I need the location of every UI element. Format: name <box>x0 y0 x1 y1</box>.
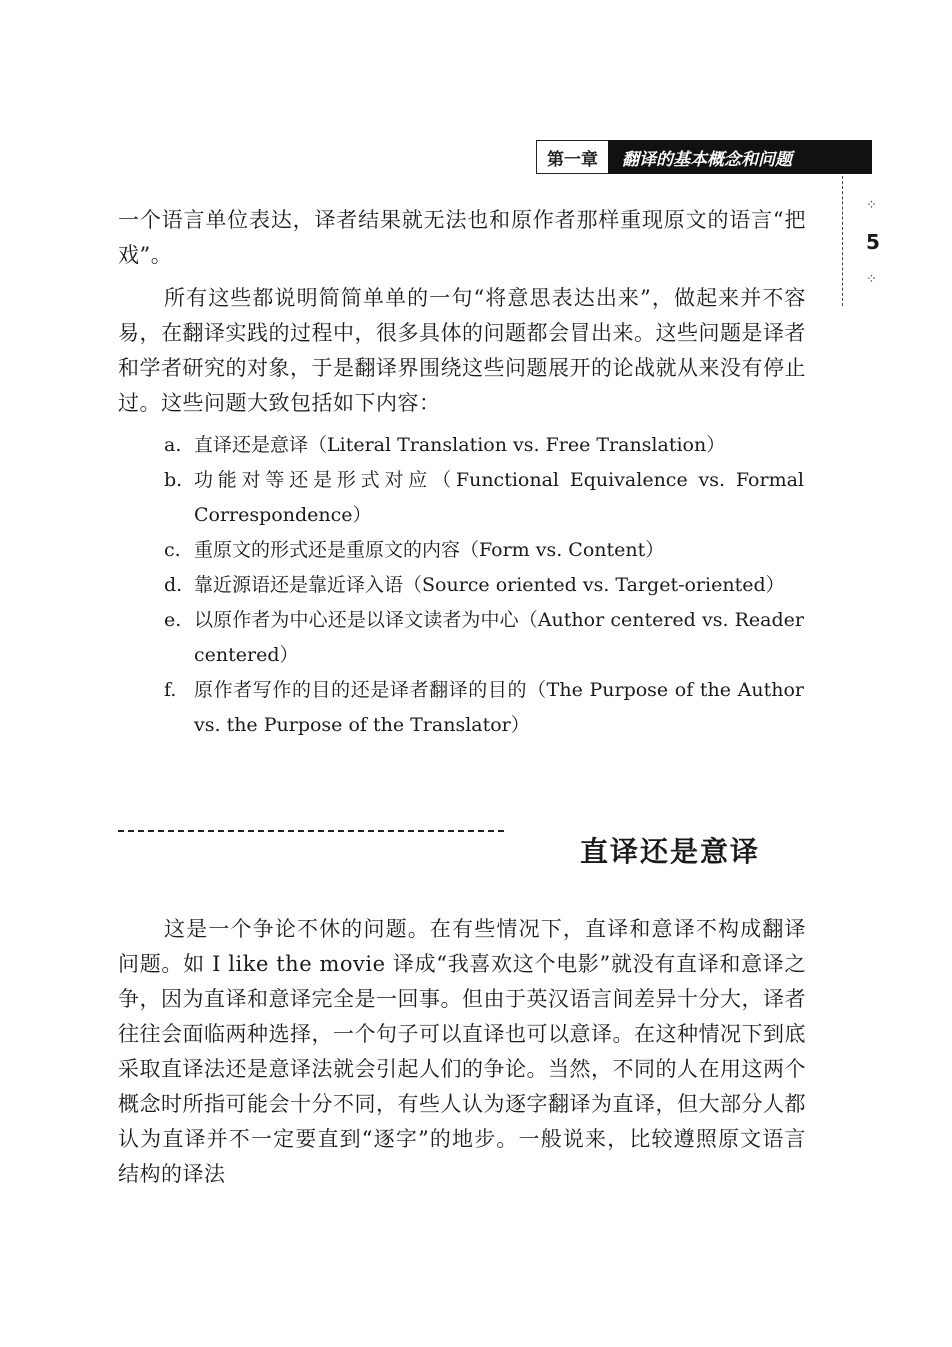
list-item <box>164 428 804 463</box>
list-label: f. <box>164 679 177 701</box>
list-text: 直译还是意译（Literal Translation vs. Free Translation） <box>194 434 726 456</box>
intro-text <box>118 203 806 421</box>
ornament-icon: ⁘ <box>866 198 877 213</box>
list-item <box>164 533 804 568</box>
list-text: 功能对等还是形式对应（Functional Equivalence vs. Formal Correspondence） <box>194 469 804 526</box>
list-text: 重原文的形式还是重原文的内容（Form vs. Content） <box>194 539 665 561</box>
section-title: 直译还是意译 <box>580 835 761 868</box>
page-margin-marker <box>842 176 892 311</box>
list-label: b. <box>164 469 183 491</box>
running-header <box>536 140 872 174</box>
margin-divider <box>842 176 843 306</box>
issue-list <box>164 428 804 743</box>
ornament-icon: ⁘ <box>866 272 877 287</box>
paragraph: 这是一个争论不休的问题。在有些情况下，直译和意译不构成翻译问题。如 I like the movie 译成“我喜欢这个电影”就没有直译和意译之争，因为直译和意译完全是一回事。但由于英汉语言间差异十分大，译者往往会面临两种选择，一个句子可以直译也可以意译。在这种情况下到底采取直译法还是意译法就会引起人们的争论。当然，不同的人在用这两个概念时所指可能会十分不同，有些人认为逐字翻译为直译，但大部分人都认为直译并不一定要直到“逐字”的地步。一般说来，比较遵照原文语言结构的译法 <box>118 917 806 1186</box>
list-label: a. <box>164 434 182 456</box>
list-text: 原作者写作的目的还是译者翻译的目的（The Purpose of the Author vs. the Purpose of the Translator） <box>194 679 804 736</box>
section-rule <box>118 830 504 832</box>
list-text: 靠近源语还是靠近译入语（Source oriented vs. Target-oriented） <box>194 574 785 596</box>
list-item <box>164 463 804 533</box>
paragraph: 所有这些都说明简简单单的一句“将意思表达出来”，做起来并不容易，在翻译实践的过程中，很多具体的问题都会冒出来。这些问题是译者和学者研究的对象，于是翻译界围绕这些问题展开的论战就从来没有停止过。这些问题大致包括如下内容： <box>118 286 806 415</box>
chapter-title: 翻译的基本概念和问题 <box>608 140 872 174</box>
list-label: c. <box>164 539 181 561</box>
list-label: d. <box>164 574 183 596</box>
paragraph: 一个语言单位表达，译者结果就无法也和原作者那样重现原文的语言“把戏”。 <box>118 208 806 267</box>
list-item <box>164 568 804 603</box>
page-number: 5 <box>866 230 880 254</box>
list-item <box>164 603 804 673</box>
section-text <box>118 912 806 1192</box>
list-text: 以原作者为中心还是以译文读者为中心（Author centered vs. Reader centered） <box>194 609 804 666</box>
chapter-label: 第一章 <box>536 140 608 174</box>
list-label: e. <box>164 609 182 631</box>
list-item <box>164 673 804 743</box>
